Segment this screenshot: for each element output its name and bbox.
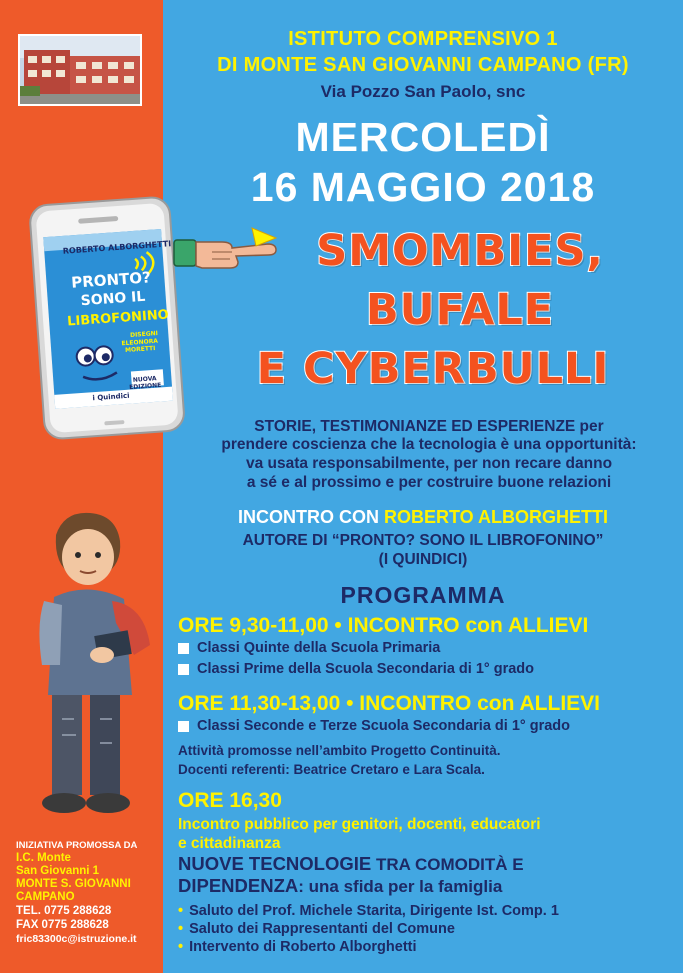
meeting-line — [165, 507, 681, 528]
school-name-line-2: DI MONTE SAN GIOVANNI CAMPANO (FR) — [217, 54, 629, 76]
bullet-dot-icon: • — [178, 939, 184, 955]
program-title: PROGRAMMA — [340, 582, 506, 608]
description-line-1: STORIE, TESTIMONIANZE ED ESPERIENZE per — [254, 418, 604, 435]
session-2-time: ORE 11,30-13,00 • INCONTRO con ALLIEVI — [178, 692, 601, 715]
description-line-4: a sé e al prossimo e per costruire buone relazioni — [246, 474, 612, 491]
session-3-desc-line-2: e cittadinanza — [178, 835, 281, 852]
description-line-3: va usata responsabilmente, per non recare danno — [245, 455, 613, 472]
book-author: ROBERTO ALBORGHETTI — [62, 239, 172, 256]
smartphone-book — [27, 195, 187, 440]
session-1-time: ORE 9,30-11,00 • INCONTRO con ALLIEVI — [178, 614, 589, 637]
promoter-tel: TEL. 0775 288628 — [16, 905, 112, 917]
book-title-3: LIBROFONINO — [66, 307, 170, 330]
meeting-prefix: INCONTRO CON — [238, 507, 384, 527]
author-line-1: AUTORE DI “PRONTO? SONO IL LIBROFONINO” — [242, 532, 604, 549]
notes-line-1: Attività promosse nell’ambito Progetto Continuità. — [178, 743, 501, 758]
meeting-speaker: ROBERTO ALBORGHETTI — [384, 507, 608, 527]
author-line-2: (I QUINDICI) — [378, 551, 468, 568]
topic-line-1-rest: TRA COMODITÀ E — [371, 855, 524, 874]
school-photo — [18, 34, 142, 106]
session-1-item — [178, 640, 678, 656]
topic-line-2-caps: DIPENDENZA — [178, 875, 299, 896]
promoter-fax: FAX 0775 288628 — [16, 919, 109, 931]
notes-line-2: Docenti referenti: Beatrice Cretaro e Lara Scala. — [178, 762, 485, 777]
promoter-line-3: MONTE S. GIOVANNI — [16, 878, 131, 890]
session-3-bullet-2: Saluto dei Rappresentanti del Comune — [189, 921, 455, 937]
session-3-desc-line-1: Incontro pubblico per genitori, docenti, educatori — [178, 816, 541, 833]
description-line-2: prendere coscienza che la tecnologia è una opportunità: — [221, 436, 637, 453]
promoter-line-1: I.C. Monte — [16, 852, 71, 864]
book-publisher: i Quindici — [92, 391, 130, 403]
square-bullet-icon — [178, 643, 189, 654]
topic-line-2-rest: : una sfida per la famiglia — [298, 877, 503, 896]
bullet-dot-icon: • — [178, 903, 184, 919]
school-address: Via Pozzo San Paolo, snc — [320, 82, 526, 101]
session-1-item — [178, 661, 678, 677]
session-2-item — [178, 718, 678, 734]
topic-line-2 — [178, 876, 678, 897]
event-date: 16 MAGGIO 2018 — [250, 164, 596, 210]
book-illustrator: ELEONORA MORETTI — [121, 337, 159, 355]
school-name-line-1: ISTITUTO COMPRENSIVO 1 — [288, 28, 558, 50]
promoter-line-2: San Giovanni 1 — [16, 865, 100, 877]
square-bullet-icon — [178, 721, 189, 732]
title-line-3: E CYBERBULLI — [256, 344, 610, 394]
topic-line-1-caps: NUOVE TECNOLOGIE — [178, 853, 372, 874]
left-orange-band — [0, 0, 163, 973]
session-1-item-2: Classi Prime della Scuola Secondaria di 1° grado — [197, 661, 535, 677]
square-bullet-icon — [178, 664, 189, 675]
session-1-item-1: Classi Quinte della Scuola Primaria — [197, 640, 441, 656]
session-3-bullet-1: Saluto del Prof. Michele Starita, Dirigente Ist. Comp. 1 — [189, 903, 559, 919]
promoter-email[interactable]: fric83300c@istruzione.it — [16, 933, 137, 945]
book-drawings-label: DISEGNI — [129, 330, 159, 339]
promoter-label: INIZIATIVA PROMOSSA DA — [16, 840, 138, 851]
session-3-bullet — [178, 938, 678, 956]
book-title-1: PRONTO? — [70, 268, 152, 292]
topic-line-1 — [178, 854, 678, 875]
session-3-bullet — [178, 920, 678, 938]
book-title-2: SONO IL — [80, 288, 146, 310]
boy-with-phone-illustration — [4, 505, 164, 825]
event-weekday: MERCOLEDÌ — [295, 114, 551, 160]
book-edition: NUOVA EDIZIONE — [128, 375, 162, 392]
session-2-item-1: Classi Seconde e Terze Scuola Secondaria di 1° grado — [197, 718, 570, 734]
bullet-dot-icon: • — [178, 921, 184, 937]
promoter-block — [16, 840, 162, 946]
session-3-bullet-3: Intervento di Roberto Alborghetti — [189, 939, 417, 955]
title-line-2: BUFALE — [365, 285, 555, 335]
session-3-bullet — [178, 902, 678, 920]
session-3-time: ORE 16,30 — [178, 789, 282, 812]
promoter-line-4: CAMPANO — [16, 891, 75, 903]
title-line-1: SMOMBIES, — [316, 226, 604, 276]
